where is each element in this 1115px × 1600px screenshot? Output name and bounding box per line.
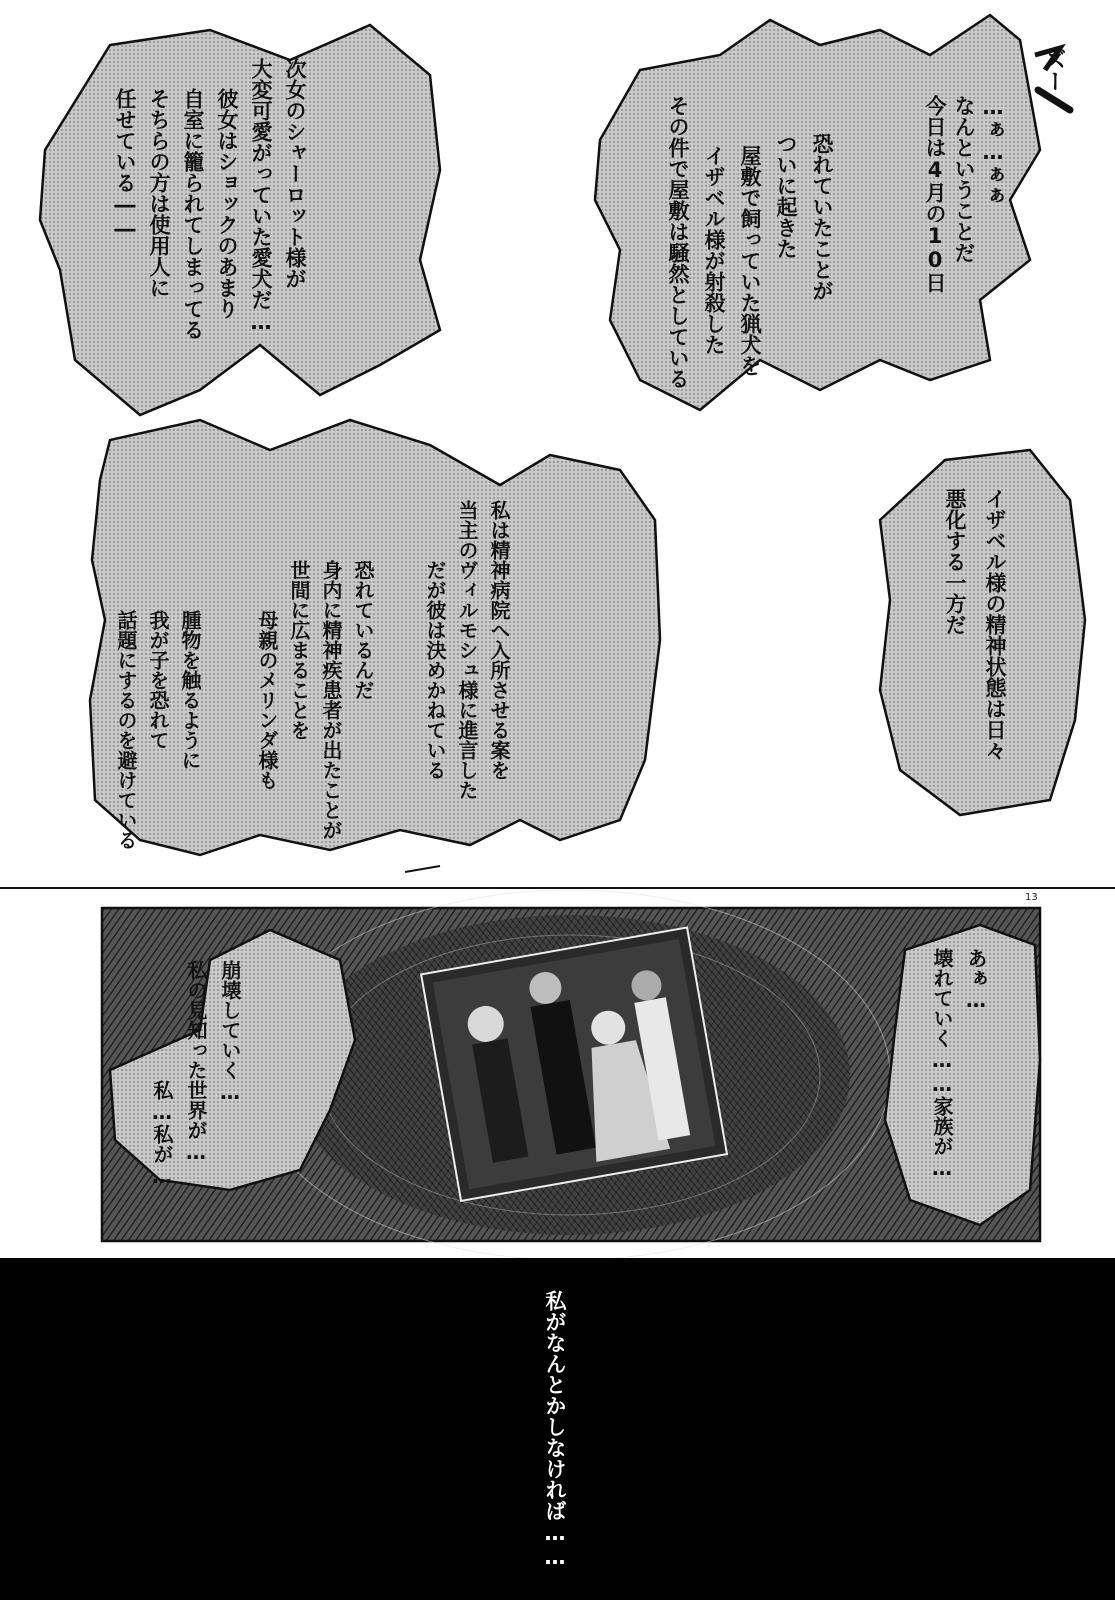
family-photo-icon <box>421 928 727 1201</box>
bubble-middle-right-text <box>935 488 1015 761</box>
text-line: 今日は4月の10日 <box>923 95 947 293</box>
text-line: 恐れているんだ <box>351 560 375 700</box>
text-line: 世間に広まることを <box>287 560 311 740</box>
text-line: イザベル様が射殺した <box>702 145 726 355</box>
text-line: 当主のヴィルモシュ様に進言した <box>455 500 479 800</box>
sfx-text: ズー <box>1041 48 1066 92</box>
text-line: …ぁ…ぁぁ <box>981 95 1005 206</box>
text-line: イザベル様の精神状態は日々 <box>983 488 1007 761</box>
text-line: 次女のシャーロット様が <box>283 58 307 289</box>
text-line: その件で屋敷は騒然としている <box>666 95 690 389</box>
text-line: 大変可愛がっていた愛犬だ… <box>249 58 273 334</box>
text-line: 彼女はショックのあまり <box>215 88 239 319</box>
bottom-narration: 私がなんとかしなければ…… <box>543 1290 567 1569</box>
bubble-dark-right-text <box>925 948 993 1180</box>
text-line: 崩壊していく… <box>218 960 242 1104</box>
text-line: なんということだ <box>952 95 976 263</box>
text-line: 私は精神病院へ入所させる案を <box>487 500 511 780</box>
text-line: 身内に精神疾患者が出たことが <box>319 560 343 840</box>
text-line: 腫物を触るように <box>178 610 202 770</box>
text-line: ついに起きた <box>774 133 798 259</box>
text-line: 私…私が… <box>150 1080 174 1188</box>
text-line: だが彼は決めかねている <box>423 560 447 780</box>
bubble-top-right-text <box>920 95 1007 293</box>
text-line: あぁ… <box>964 948 988 1012</box>
text-line: 壊れていく……家族が… <box>930 948 954 1180</box>
bubble-middle-large-text <box>110 480 515 850</box>
text-line: 母親のメリンダ様も <box>255 610 279 790</box>
bubble-dark-left-text <box>145 960 247 1188</box>
text-line: 話題にするのを避けている <box>114 610 138 850</box>
text-line: 私の見知った世界が… <box>184 960 208 1164</box>
text-line: 屋敷で飼っていた猟犬を <box>738 145 762 376</box>
page-number: 13 <box>1025 892 1038 903</box>
text-line: 任せている―― <box>113 88 137 241</box>
text-line: 自室に籠られてしまってる <box>181 88 205 340</box>
text-line: 恐れていたことが <box>810 133 834 301</box>
bubble-top-left-text <box>108 58 312 340</box>
bubble-top-middle-text <box>660 95 840 389</box>
text-line: 我が子を恐れて <box>146 610 170 750</box>
text-line: そちらの方は使用人に <box>147 88 171 298</box>
text-line: 悪化する一方だ <box>943 488 967 635</box>
